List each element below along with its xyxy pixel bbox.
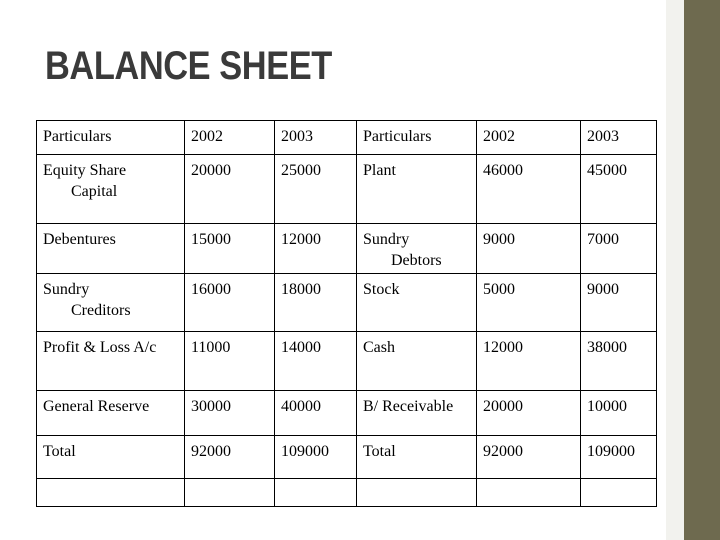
amount-cell: 5000 <box>477 274 581 332</box>
empty-cell <box>185 479 275 507</box>
amount-cell: 16000 <box>185 274 275 332</box>
liability-cell: Total <box>37 436 185 479</box>
liability-label-cont: Creditors <box>71 302 131 319</box>
header-cell: 2002 <box>185 121 275 155</box>
asset-cell: Stock <box>357 274 477 332</box>
liability-label-cont: Capital <box>71 183 118 200</box>
header-cell: 2003 <box>581 121 657 155</box>
header-cell: Particulars <box>357 121 477 155</box>
header-cell: 2002 <box>477 121 581 155</box>
liability-cell <box>37 155 185 224</box>
side-stripe-light <box>666 0 684 540</box>
table-row <box>37 155 657 224</box>
amount-cell: 14000 <box>275 332 357 391</box>
amount-cell: 92000 <box>477 436 581 479</box>
amount-cell: 15000 <box>185 224 275 274</box>
amount-cell: 10000 <box>581 391 657 436</box>
asset-label: Sundry <box>363 231 410 248</box>
amount-cell: 9000 <box>581 274 657 332</box>
balance-sheet-table <box>36 120 657 507</box>
table-empty-row <box>37 479 657 507</box>
amount-cell: 9000 <box>477 224 581 274</box>
amount-cell: 40000 <box>275 391 357 436</box>
table-row <box>37 274 657 332</box>
amount-cell: 18000 <box>275 274 357 332</box>
amount-cell: 109000 <box>581 436 657 479</box>
side-stripe-dark <box>684 0 720 540</box>
amount-cell: 12000 <box>477 332 581 391</box>
liability-cell: Profit & Loss A/c <box>37 332 185 391</box>
amount-cell: 109000 <box>275 436 357 479</box>
liability-cell: General Reserve <box>37 391 185 436</box>
empty-cell <box>37 479 185 507</box>
table-header-row <box>37 121 657 155</box>
liability-cell: Debentures <box>37 224 185 274</box>
amount-cell: 7000 <box>581 224 657 274</box>
amount-cell: 11000 <box>185 332 275 391</box>
empty-cell <box>357 479 477 507</box>
asset-cell: Plant <box>357 155 477 224</box>
table-row <box>37 332 657 391</box>
amount-cell: 92000 <box>185 436 275 479</box>
empty-cell <box>477 479 581 507</box>
amount-cell: 46000 <box>477 155 581 224</box>
amount-cell: 12000 <box>275 224 357 274</box>
empty-cell <box>581 479 657 507</box>
asset-cell: Total <box>357 436 477 479</box>
liability-cell <box>37 274 185 332</box>
table-total-row <box>37 436 657 479</box>
amount-cell: 30000 <box>185 391 275 436</box>
liability-label: Sundry <box>43 281 90 298</box>
liability-label: Equity Share <box>43 162 127 179</box>
amount-cell: 20000 <box>477 391 581 436</box>
table-row <box>37 391 657 436</box>
header-cell: 2003 <box>275 121 357 155</box>
header-cell: Particulars <box>37 121 185 155</box>
asset-cell: B/ Receivable <box>357 391 477 436</box>
asset-cell: Cash <box>357 332 477 391</box>
amount-cell: 25000 <box>275 155 357 224</box>
table-row <box>37 224 657 274</box>
amount-cell: 20000 <box>185 155 275 224</box>
asset-cell <box>357 224 477 274</box>
page-title: BALANCE SHEET <box>45 44 332 88</box>
empty-cell <box>275 479 357 507</box>
amount-cell: 45000 <box>581 155 657 224</box>
amount-cell: 38000 <box>581 332 657 391</box>
asset-label-cont: Debtors <box>391 252 442 269</box>
